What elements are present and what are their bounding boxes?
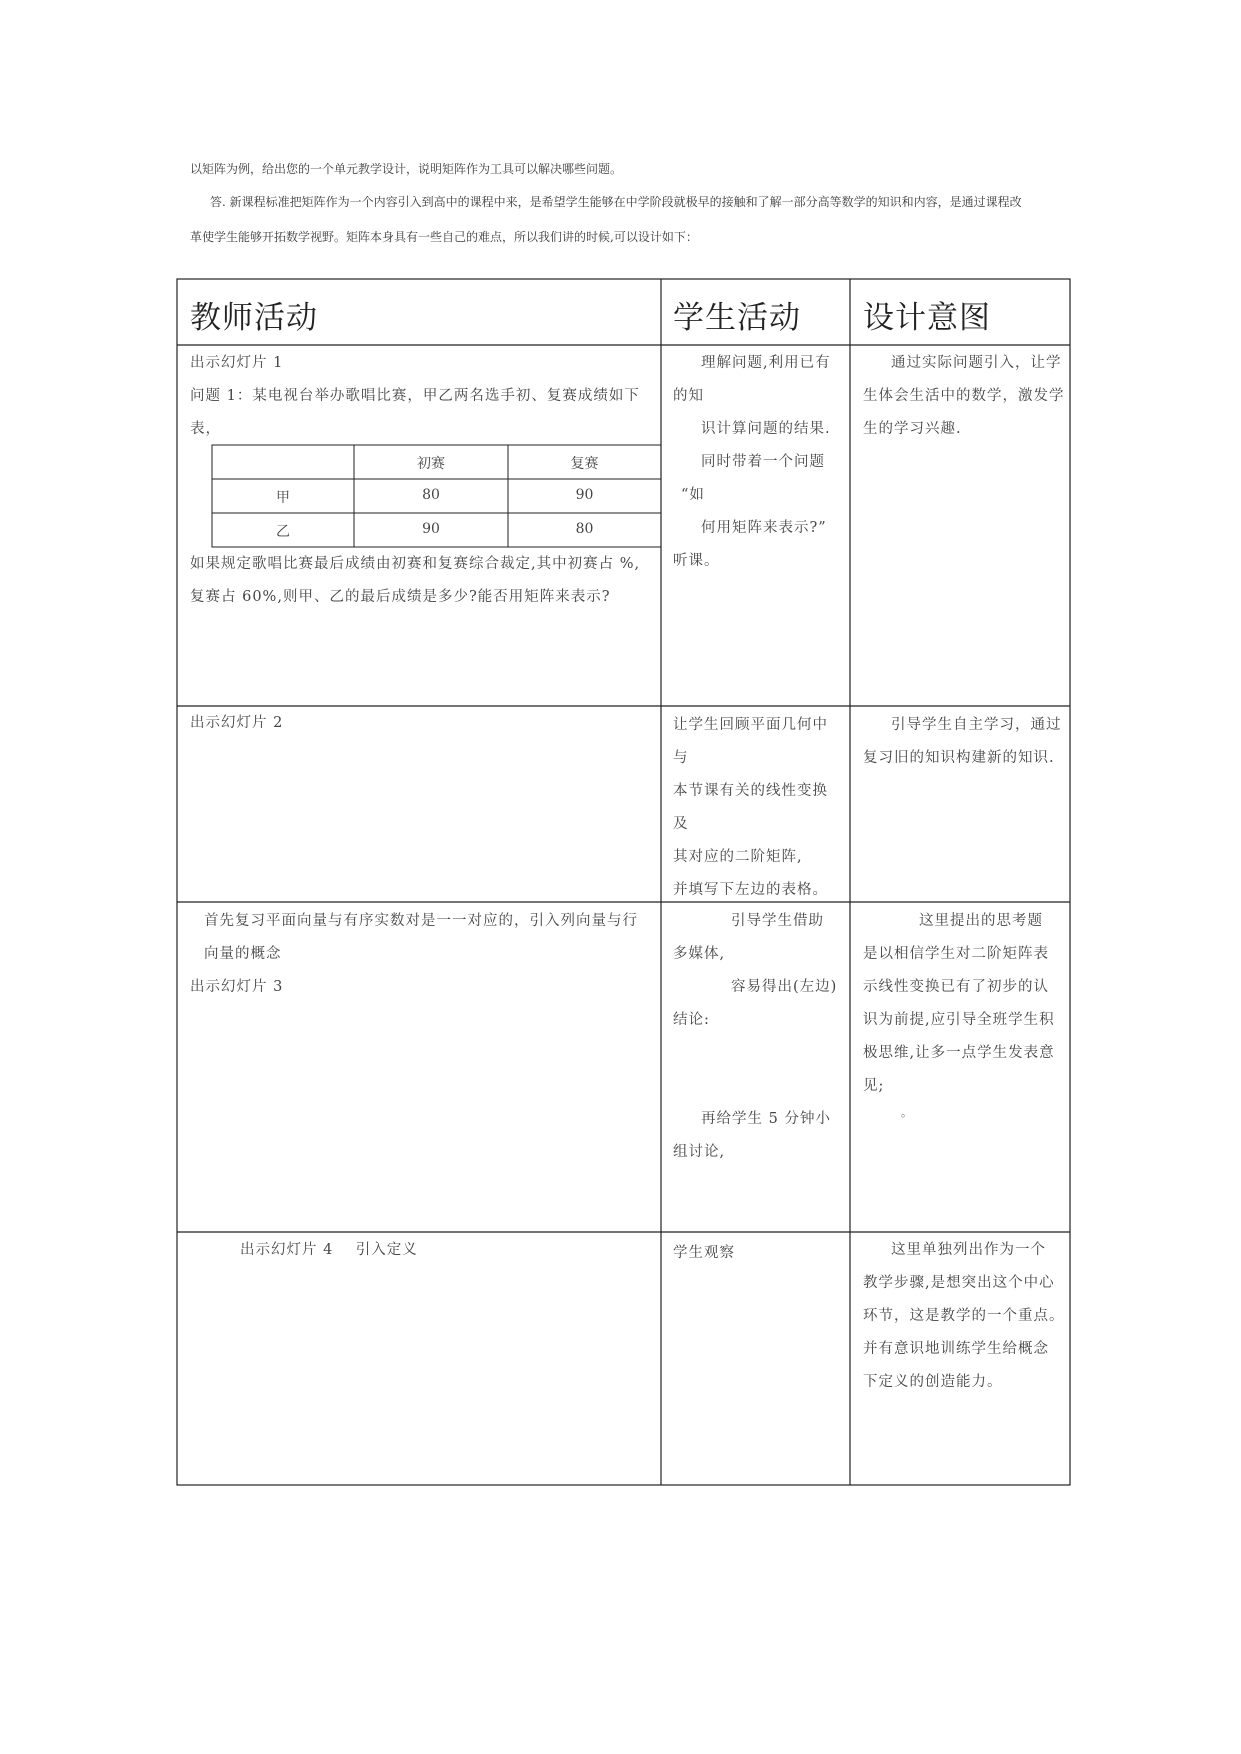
row3-design-line: 示线性变换已有了初步的认	[863, 979, 1049, 995]
row4-design-line: 教学步骤,是想突出这个中心	[863, 1275, 1055, 1291]
row1-student-line: 听课。	[673, 553, 720, 569]
score-row-jia-final: 90	[575, 487, 594, 503]
answer-line-2: 革使学生能够开拓数学视野。矩阵本身具有一些自己的难点，所以我们讲的时候,可以设计如下：	[190, 230, 698, 244]
row1-teacher-cell	[190, 347, 655, 446]
score-row-jia-prelim: 80	[422, 487, 440, 503]
row3-student-line: 多媒体,	[673, 946, 726, 962]
row3-design-mark: 。	[901, 1106, 913, 1119]
header-design-intent: 设计意图	[863, 300, 991, 336]
row1-student-line: 理解问题,利用已有	[701, 355, 831, 371]
row3-student-cell	[673, 905, 848, 1169]
row2-teacher-cell	[190, 707, 655, 740]
row4-design-line: 下定义的创造能力。	[863, 1374, 1003, 1390]
question-text: 以矩阵为例，给出您的一个单元教学设计，说明矩阵作为工具可以解决哪些问题。	[190, 162, 623, 176]
row1-student-line: 同时带着一个问题	[701, 454, 825, 470]
answer-line-1: 答. 新课程标准把矩阵作为一个内容引入到高中的课程中来，是希望学生能够在中学阶段就极早的接触和了解一部分高等数学的知识和内容，是通过课程改	[210, 195, 1022, 209]
score-row-yi-final: 80	[575, 521, 594, 537]
row2-student-line: 并填写下左边的表格。	[673, 882, 828, 898]
score-row-yi-name: 乙	[276, 524, 290, 540]
header-student-activity: 学生活动	[673, 300, 801, 336]
row1-student-line: 的知	[673, 388, 704, 404]
row3-teacher-cell	[190, 905, 655, 1004]
row4-design-line: 这里单独列出作为一个	[891, 1242, 1046, 1258]
row3-design-line: 极思维,让多一点学生发表意	[863, 1045, 1055, 1061]
row2-student-line: 及	[673, 816, 689, 832]
row1-design-line: 通过实际问题引入，让学	[891, 355, 1062, 371]
row3-design-line: 识为前提,应引导全班学生积	[863, 1012, 1055, 1028]
row4-student-cell	[673, 1237, 848, 1270]
row4-student-line: 学生观察	[673, 1245, 735, 1261]
row1-teacher-after-table	[190, 548, 655, 614]
row3-student-line: 再给学生 5 分钟小	[701, 1111, 831, 1127]
row3-teacher-line: 首先复习平面向量与有序实数对是一一对应的，引入列向量与行	[204, 913, 638, 929]
header-teacher-activity: 教师活动	[190, 300, 318, 336]
row1-design-line: 生体会生活中的数学，激发学	[863, 388, 1065, 404]
row1-student-cell	[673, 347, 848, 578]
slide-2-label: 出示幻灯片 2	[190, 715, 284, 731]
score-row-jia-name: 甲	[276, 490, 290, 506]
row2-student-line: 与	[673, 750, 689, 766]
row2-design-line: 复习旧的知识构建新的知识.	[863, 750, 1055, 766]
weighting-text: 如果规定歌唱比赛最后成绩由初赛和复赛综合裁定,其中初赛占 %,	[190, 556, 641, 572]
row3-design-line: 见;	[863, 1078, 885, 1094]
row2-design-line: 引导学生自主学习，通过	[891, 717, 1062, 733]
slide-4-label: 出示幻灯片 4 引入定义	[240, 1242, 418, 1258]
row1-design-cell	[863, 347, 1068, 446]
row4-design-cell	[863, 1234, 1068, 1399]
row4-design-line: 环节，这是教学的一个重点。	[863, 1308, 1065, 1324]
score-header-prelim: 初赛	[417, 456, 445, 472]
slide-1-label: 出示幻灯片 1	[190, 355, 284, 371]
row3-design-cell	[863, 905, 1068, 1123]
row2-student-line: 让学生回顾平面几何中	[673, 717, 828, 733]
row4-design-line: 并有意识地训练学生给概念	[863, 1341, 1049, 1357]
row3-student-line: 结论:	[673, 1012, 710, 1028]
row1-student-line: 何用矩阵来表示?”	[701, 520, 827, 536]
row3-student-line: 引导学生借助	[731, 913, 824, 929]
slide-3-label: 出示幻灯片 3	[190, 979, 284, 995]
row3-design-line: 这里提出的思考题	[919, 913, 1043, 929]
row2-student-cell	[673, 709, 848, 907]
problem-1-text: 问题 1：某电视台举办歌唱比赛，甲乙两名选手初、复赛成绩如下	[190, 388, 640, 404]
score-header-final: 复赛	[570, 456, 599, 472]
weighting-question: 复赛占 60%,则甲、乙的最后成绩是多少?能否用矩阵来表示?	[190, 589, 611, 605]
row3-student-line: 容易得出(左边)	[731, 979, 838, 995]
problem-1-text-cont: 表，	[190, 421, 221, 437]
row3-design-line: 是以相信学生对二阶矩阵表	[863, 946, 1049, 962]
row2-student-line: 本节课有关的线性变换	[673, 783, 828, 799]
row2-design-cell	[863, 709, 1068, 775]
row1-design-line: 生的学习兴趣.	[863, 421, 962, 437]
row3-teacher-line: 向量的概念	[204, 946, 282, 962]
row2-student-line: 其对应的二阶矩阵,	[673, 849, 803, 865]
row1-student-line: 识计算问题的结果.	[701, 421, 831, 437]
row3-student-line: 组讨论,	[673, 1144, 726, 1160]
row4-teacher-cell	[240, 1234, 655, 1267]
score-row-yi-prelim: 90	[422, 521, 440, 537]
row1-student-line: “如	[681, 487, 705, 503]
